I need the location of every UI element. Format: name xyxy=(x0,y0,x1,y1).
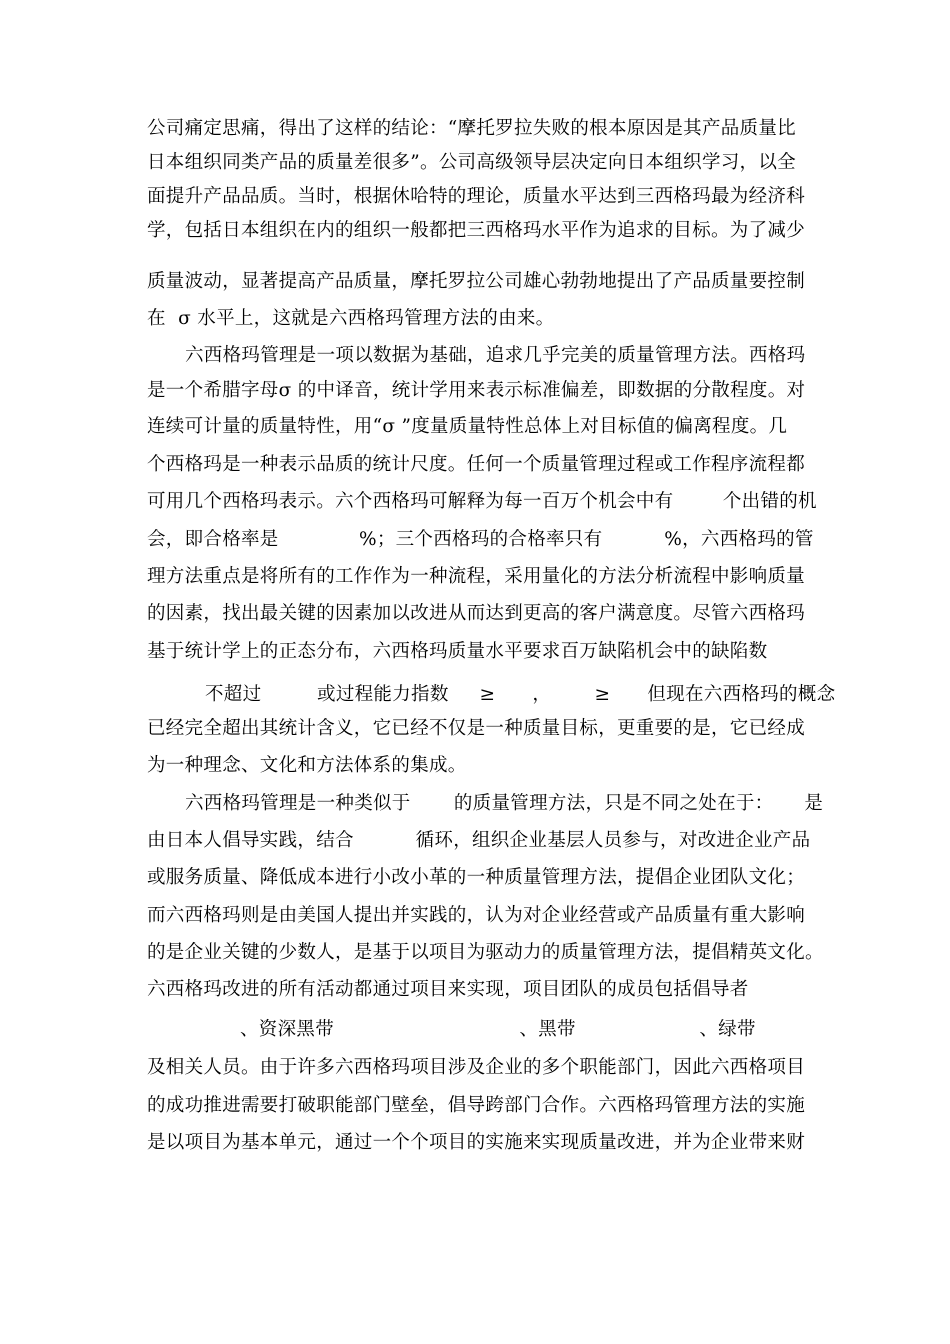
text-line: 的成功推进需要打破职能部门壁垒，倡导跨部门合作。六西格玛管理方法的实施 xyxy=(147,1095,806,1116)
text-line: 或服务质量、降低成本进行小改小革的一种质量管理方法，提倡企业团队文化； xyxy=(147,867,806,888)
text-line: 六西格玛管理是一项以数据为基础，追求几乎完美的质量管理方法。西格玛 xyxy=(185,345,806,366)
text-line: 会，即合格率是 %；三个西格玛的合格率只有 %，六西格玛的管 xyxy=(147,529,814,550)
text-line: 公司痛定思痛，得出了这样的结论：“摩托罗拉失败的根本原因是其产品质量比 xyxy=(147,118,796,139)
text-line: 为一种理念、文化和方法体系的集成。 xyxy=(147,755,467,776)
text-line: 在 σ 水平上，这就是六西格玛管理方法的由来。 xyxy=(147,308,555,329)
text-line: 是以项目为基本单元，通过一个个项目的实施来实现质量改进，并为企业带来财 xyxy=(147,1132,806,1153)
text-line: 质量波动，显著提高产品质量，摩托罗拉公司雄心勃勃地提出了产品质量要控制 xyxy=(147,271,806,292)
text-line: 已经完全超出其统计含义，它已经不仅是一种质量目标，更重要的是，它已经成 xyxy=(147,718,806,739)
text-line: 可用几个西格玛表示。六个西格玛可解释为每一百万个机会中有 个出错的机 xyxy=(147,491,817,512)
text-line: 个西格玛是一种表示品质的统计尺度。任何一个质量管理过程或工作程序流程都 xyxy=(147,454,806,475)
text-line: 六西格玛管理是一种类似于 的质量管理方法，只是不同之处在于： 是 xyxy=(185,793,824,814)
text-line: 的是企业关键的少数人，是基于以项目为驱动力的质量管理方法，提倡精英文化。 xyxy=(147,942,824,963)
text-line: 是一个希腊字母σ 的中译音，统计学用来表示标准偏差，即数据的分散程度。对 xyxy=(147,380,806,401)
text-line: 由日本人倡导实践，结合 循环，组织企业基层人员参与，对改进企业产品 xyxy=(147,830,811,851)
text-line: 连续可计量的质量特性，用“σ ”度量质量特性总体上对目标值的偏离程度。几 xyxy=(147,416,788,437)
text-line: 不超过 或过程能力指数 ≥ ， ≥ 但现在六西格玛的概念 xyxy=(205,684,836,705)
text-line: 六西格玛改进的所有活动都通过项目来实现，项目团队的成员包括倡导者 xyxy=(147,979,749,1000)
text-line: 及相关人员。由于许多六西格玛项目涉及企业的多个职能部门，因此六西格项目 xyxy=(147,1057,806,1078)
text-line: 的因素，找出最关键的因素加以改进从而达到更高的客户满意度。尽管六西格玛 xyxy=(147,603,806,624)
text-line: 面提升产品品质。当时，根据休哈特的理论，质量水平达到三西格玛最为经济科 xyxy=(147,186,806,207)
text-line: 基于统计学上的正态分布，六西格玛质量水平要求百万缺陷机会中的缺陷数 xyxy=(147,641,768,662)
text-line: 、资深黑带 、黑带 、绿带 xyxy=(240,1019,756,1040)
text-line: 日本组织同类产品的质量差很多”。公司高级领导层决定向日本组织学习，以全 xyxy=(147,152,796,173)
text-line: 理方法重点是将所有的工作作为一种流程，采用量化的方法分析流程中影响质量 xyxy=(147,566,806,587)
text-line: 学，包括日本组织在内的组织一般都把三西格玛水平作为追求的目标。为了减少 xyxy=(147,220,806,241)
text-line: 而六西格玛则是由美国人提出并实践的，认为对企业经营或产品质量有重大影响 xyxy=(147,905,806,926)
